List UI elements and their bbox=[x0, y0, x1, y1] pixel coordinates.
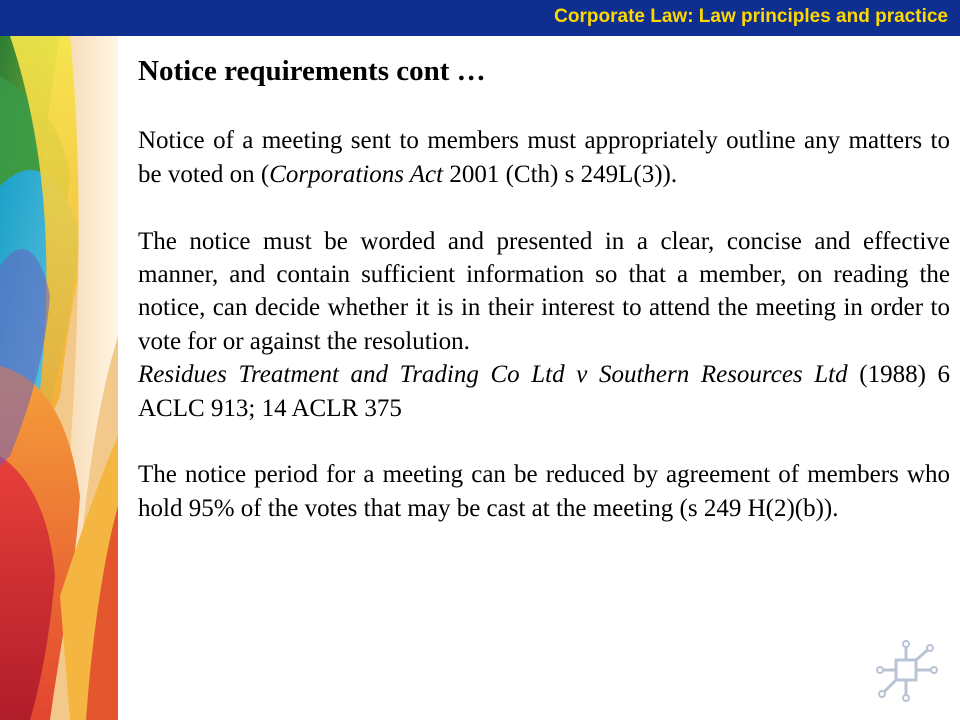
decorative-paper-stripes-image bbox=[0, 36, 118, 720]
paragraph-notice-wording: The notice must be worded and presented in a clear, concise and effective manner, and contain sufficient information so that a member, on reading the notice, can decide whether it is in their interest to attend the meeting in order to vote for or against the resolution. bbox=[138, 227, 950, 355]
spacer bbox=[138, 91, 950, 124]
header-banner bbox=[0, 0, 960, 36]
act-name: Corporations Act bbox=[269, 160, 444, 188]
network-icon bbox=[876, 640, 938, 702]
slide-heading: Notice requirements cont … bbox=[138, 55, 486, 87]
paragraph-text: Notice of a meeting sent to members must appropriately outline any matters to be voted on ( bbox=[138, 127, 950, 188]
header-title: Corporate Law: Law principles and practice bbox=[554, 6, 948, 27]
paragraph-notice-period: The notice period for a meeting can be reduced by agreement of members who hold 95% of the votes that may be cast at the meeting (s 249 H(2)(b)). bbox=[138, 461, 950, 522]
slide-body bbox=[138, 51, 950, 525]
spacer bbox=[138, 425, 950, 458]
case-citation bbox=[138, 358, 950, 425]
case-reference: (1988) 6 ACLC 913; 14 ACLR 375 bbox=[138, 361, 951, 422]
paragraph-text-end: 2001 (Cth) s 249L(3)). bbox=[443, 160, 678, 188]
paragraph-notice-matters bbox=[138, 124, 950, 191]
spacer bbox=[138, 191, 950, 224]
case-name: Residues Treatment and Trading Co Ltd v Southern Resources Ltd bbox=[138, 361, 848, 389]
